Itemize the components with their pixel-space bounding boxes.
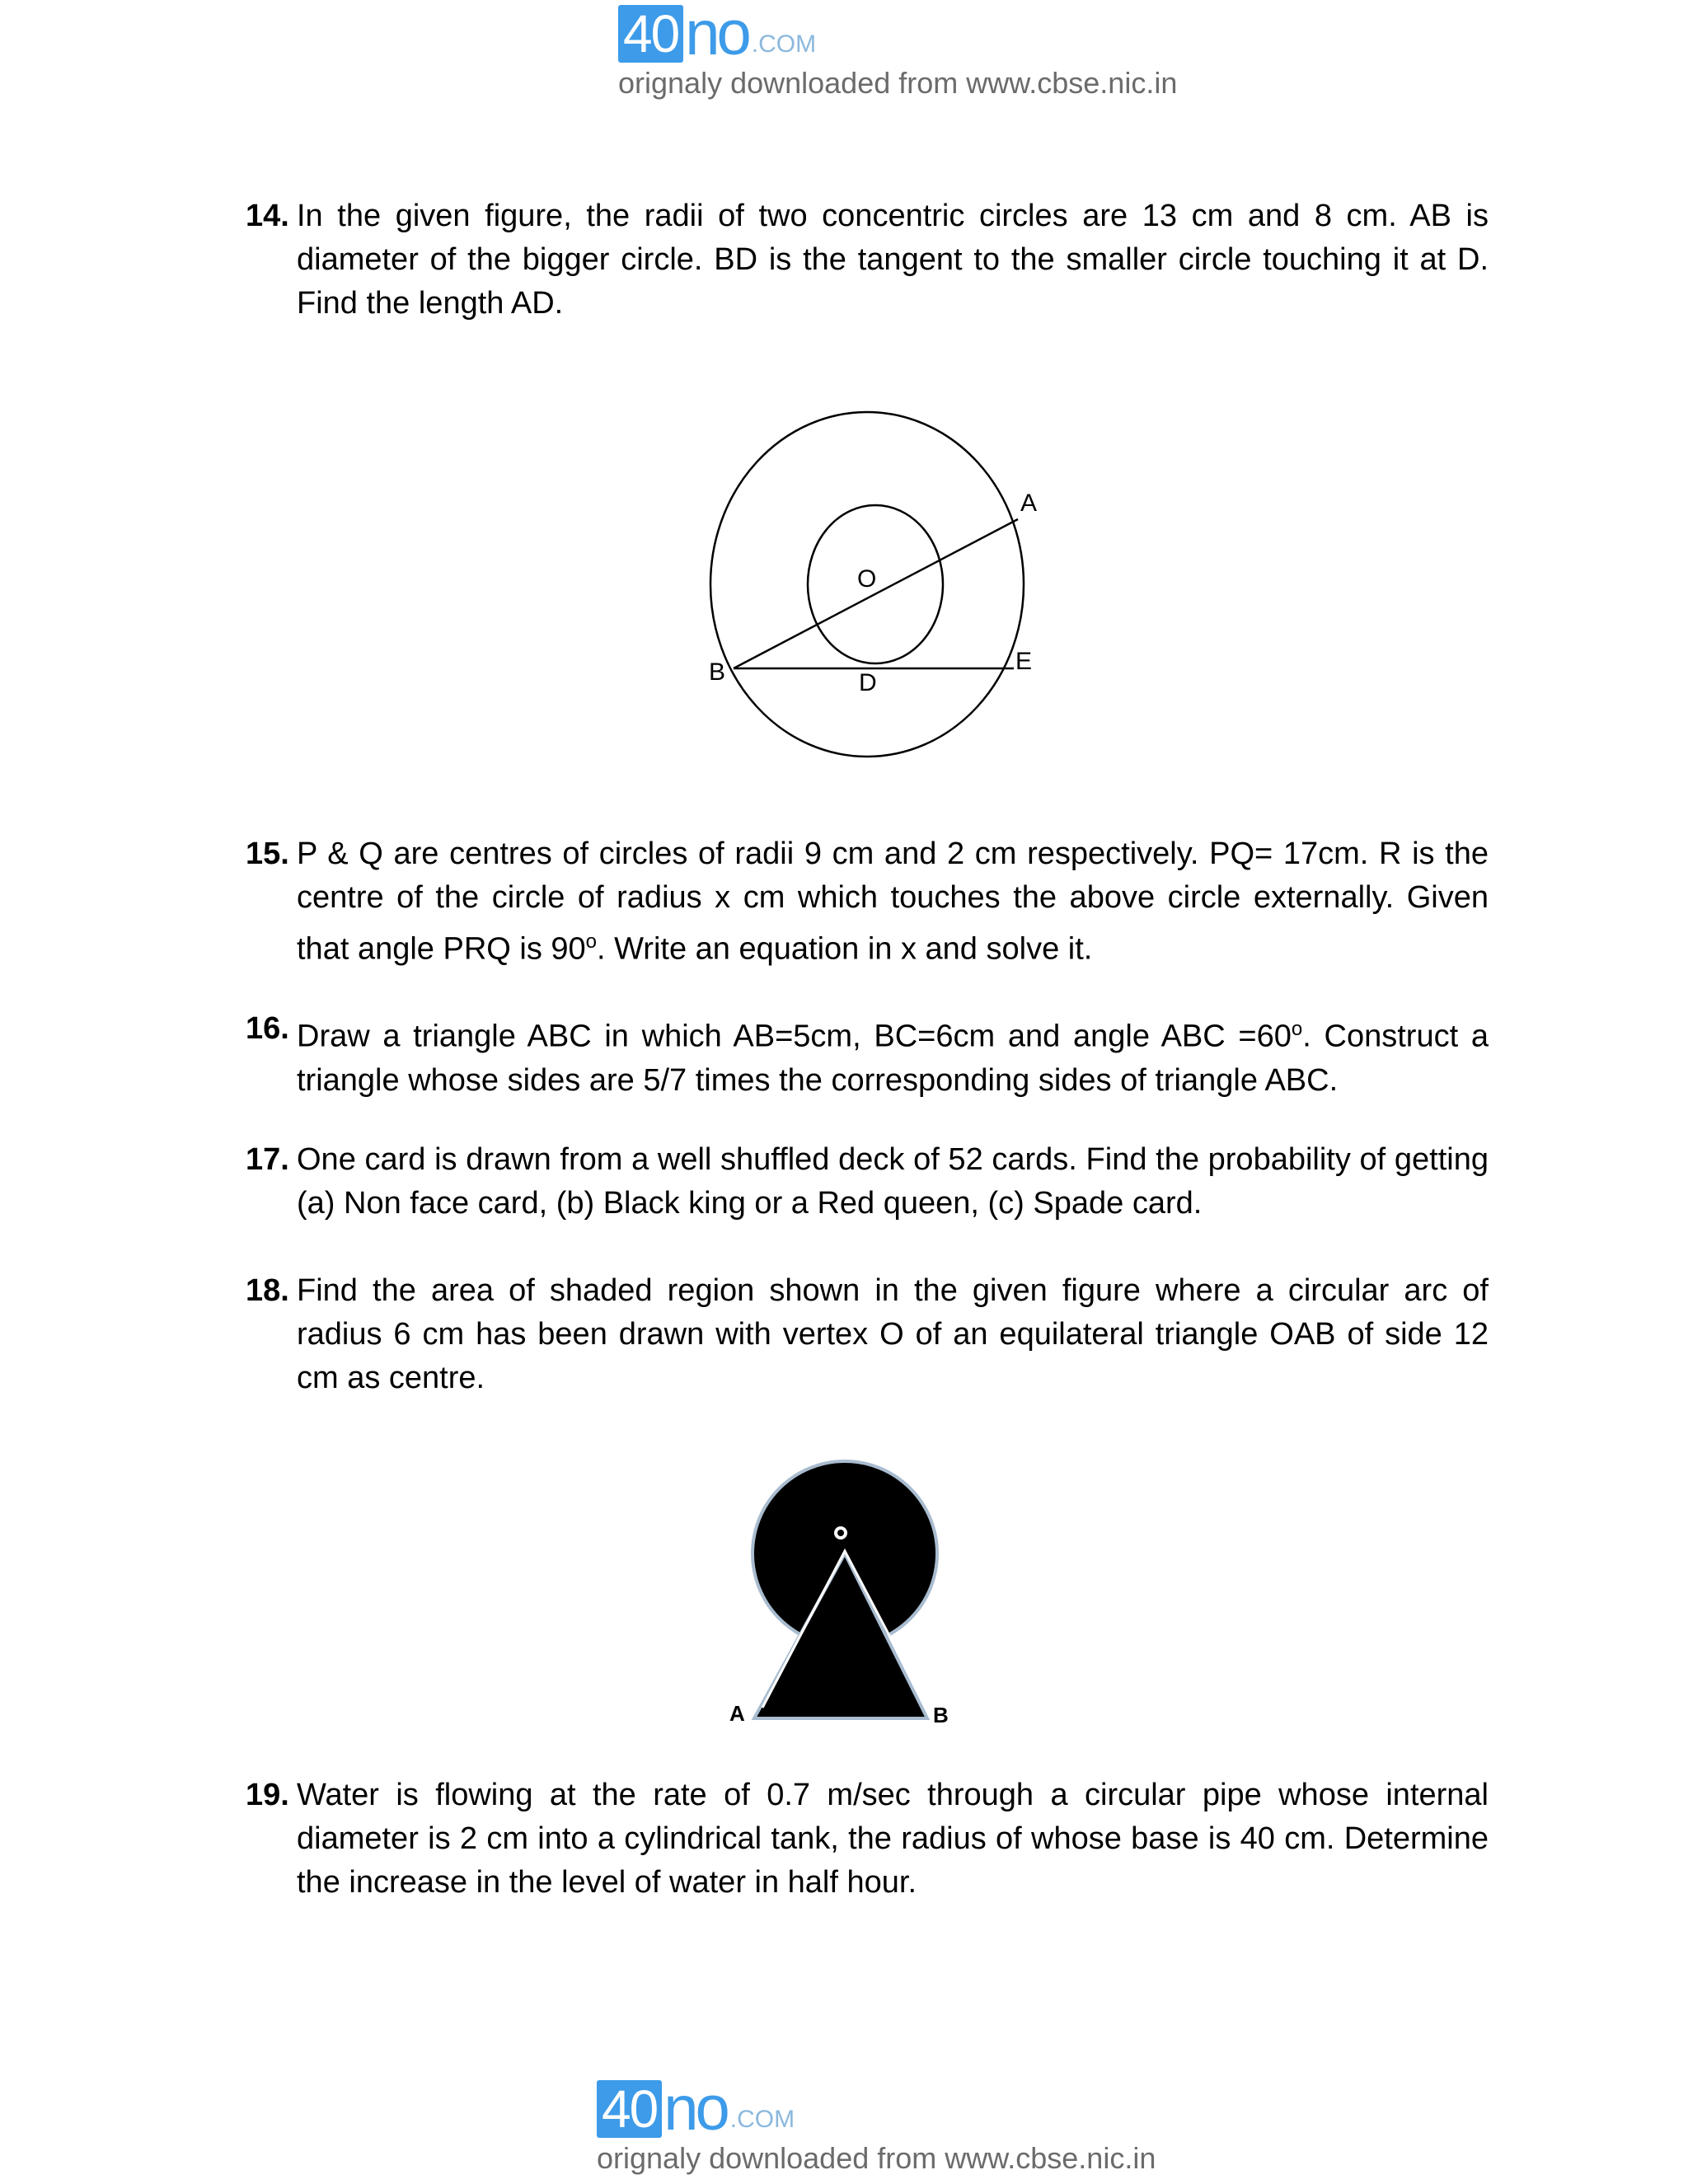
question-text: P & Q are centres of circles of radii 9 cm and 2 cm respectively. PQ= 17cm. R is the centre of the circle of radius x cm which touches the above circle externally. Given that angle PRQ is 90$^o$. Write an equation in x and solve it. <box>297 837 1489 967</box>
label-b: B <box>709 658 726 686</box>
question-number: 19. <box>246 1778 289 1812</box>
question-text: One card is drawn from a well shuffled deck of 52 cards. Find the probability of getting (a) Non face card, (b) Black king or a Red queen, (c) Spade card. <box>297 1142 1489 1221</box>
question-19 <box>246 1774 1489 1905</box>
question-text: In the given figure, the radii of two concentric circles are 13 cm and 8 cm. AB is diameter of the bigger circle. BD is the tangent to the smaller circle touching it at D. Find the length AD. <box>297 199 1489 321</box>
question-14 <box>246 194 1489 326</box>
logo-number: 40 <box>597 2080 662 2138</box>
question-17 <box>246 1138 1489 1226</box>
question-number: 14. <box>246 199 289 233</box>
logo-no-text: no <box>663 2074 727 2144</box>
question-number: 15. <box>246 837 289 871</box>
logo-mark <box>597 2074 795 2144</box>
label-d: D <box>859 669 877 696</box>
logo-number: 40 <box>618 5 683 63</box>
logo-mark <box>618 0 817 68</box>
label-e: E <box>1015 648 1033 675</box>
shaded-region-figure <box>717 1442 964 1747</box>
header-caption: orignaly downloaded from www.cbse.nic.in <box>618 66 1178 100</box>
label-o: O <box>857 565 877 593</box>
logo-com-text: .COM <box>729 2106 795 2133</box>
question-15 <box>246 832 1489 972</box>
footer-caption: orignaly downloaded from www.cbse.nic.in <box>597 2141 1156 2175</box>
label-b: B <box>933 1703 949 1727</box>
question-text: Water is flowing at the rate of 0.7 m/sec through a circular pipe whose internal diameter is 2 cm into a cylindrical tank, the radius of whose base is 40 cm. Determine the increase in the level of water in half hour. <box>297 1778 1489 1900</box>
question-16 <box>246 1007 1489 1103</box>
diameter-ab <box>734 519 1018 668</box>
question-18 <box>246 1269 1489 1400</box>
concentric-circles-figure <box>692 404 1055 766</box>
logo-no-text: no <box>685 0 748 68</box>
question-number: 17. <box>246 1142 289 1177</box>
question-text: Draw a triangle ABC in which AB=5cm, BC=6cm and angle ABC $=60^o$. Construct a triangle whose sides are 5/7 times the corresponding sides of triangle ABC. <box>297 1018 1489 1098</box>
question-number: 18. <box>246 1273 289 1308</box>
label-a: A <box>1020 490 1038 517</box>
question-number: 16. <box>246 1011 289 1046</box>
logo-com-text: .COM <box>751 30 817 58</box>
vertex-o-dot <box>837 1530 844 1536</box>
label-a: A <box>729 1701 745 1726</box>
question-text: Find the area of shaded region shown in the given figure where a circular arc of radius 6 cm has been drawn with vertex O of an equilateral triangle OAB of side 12 cm as centre. <box>297 1273 1489 1395</box>
